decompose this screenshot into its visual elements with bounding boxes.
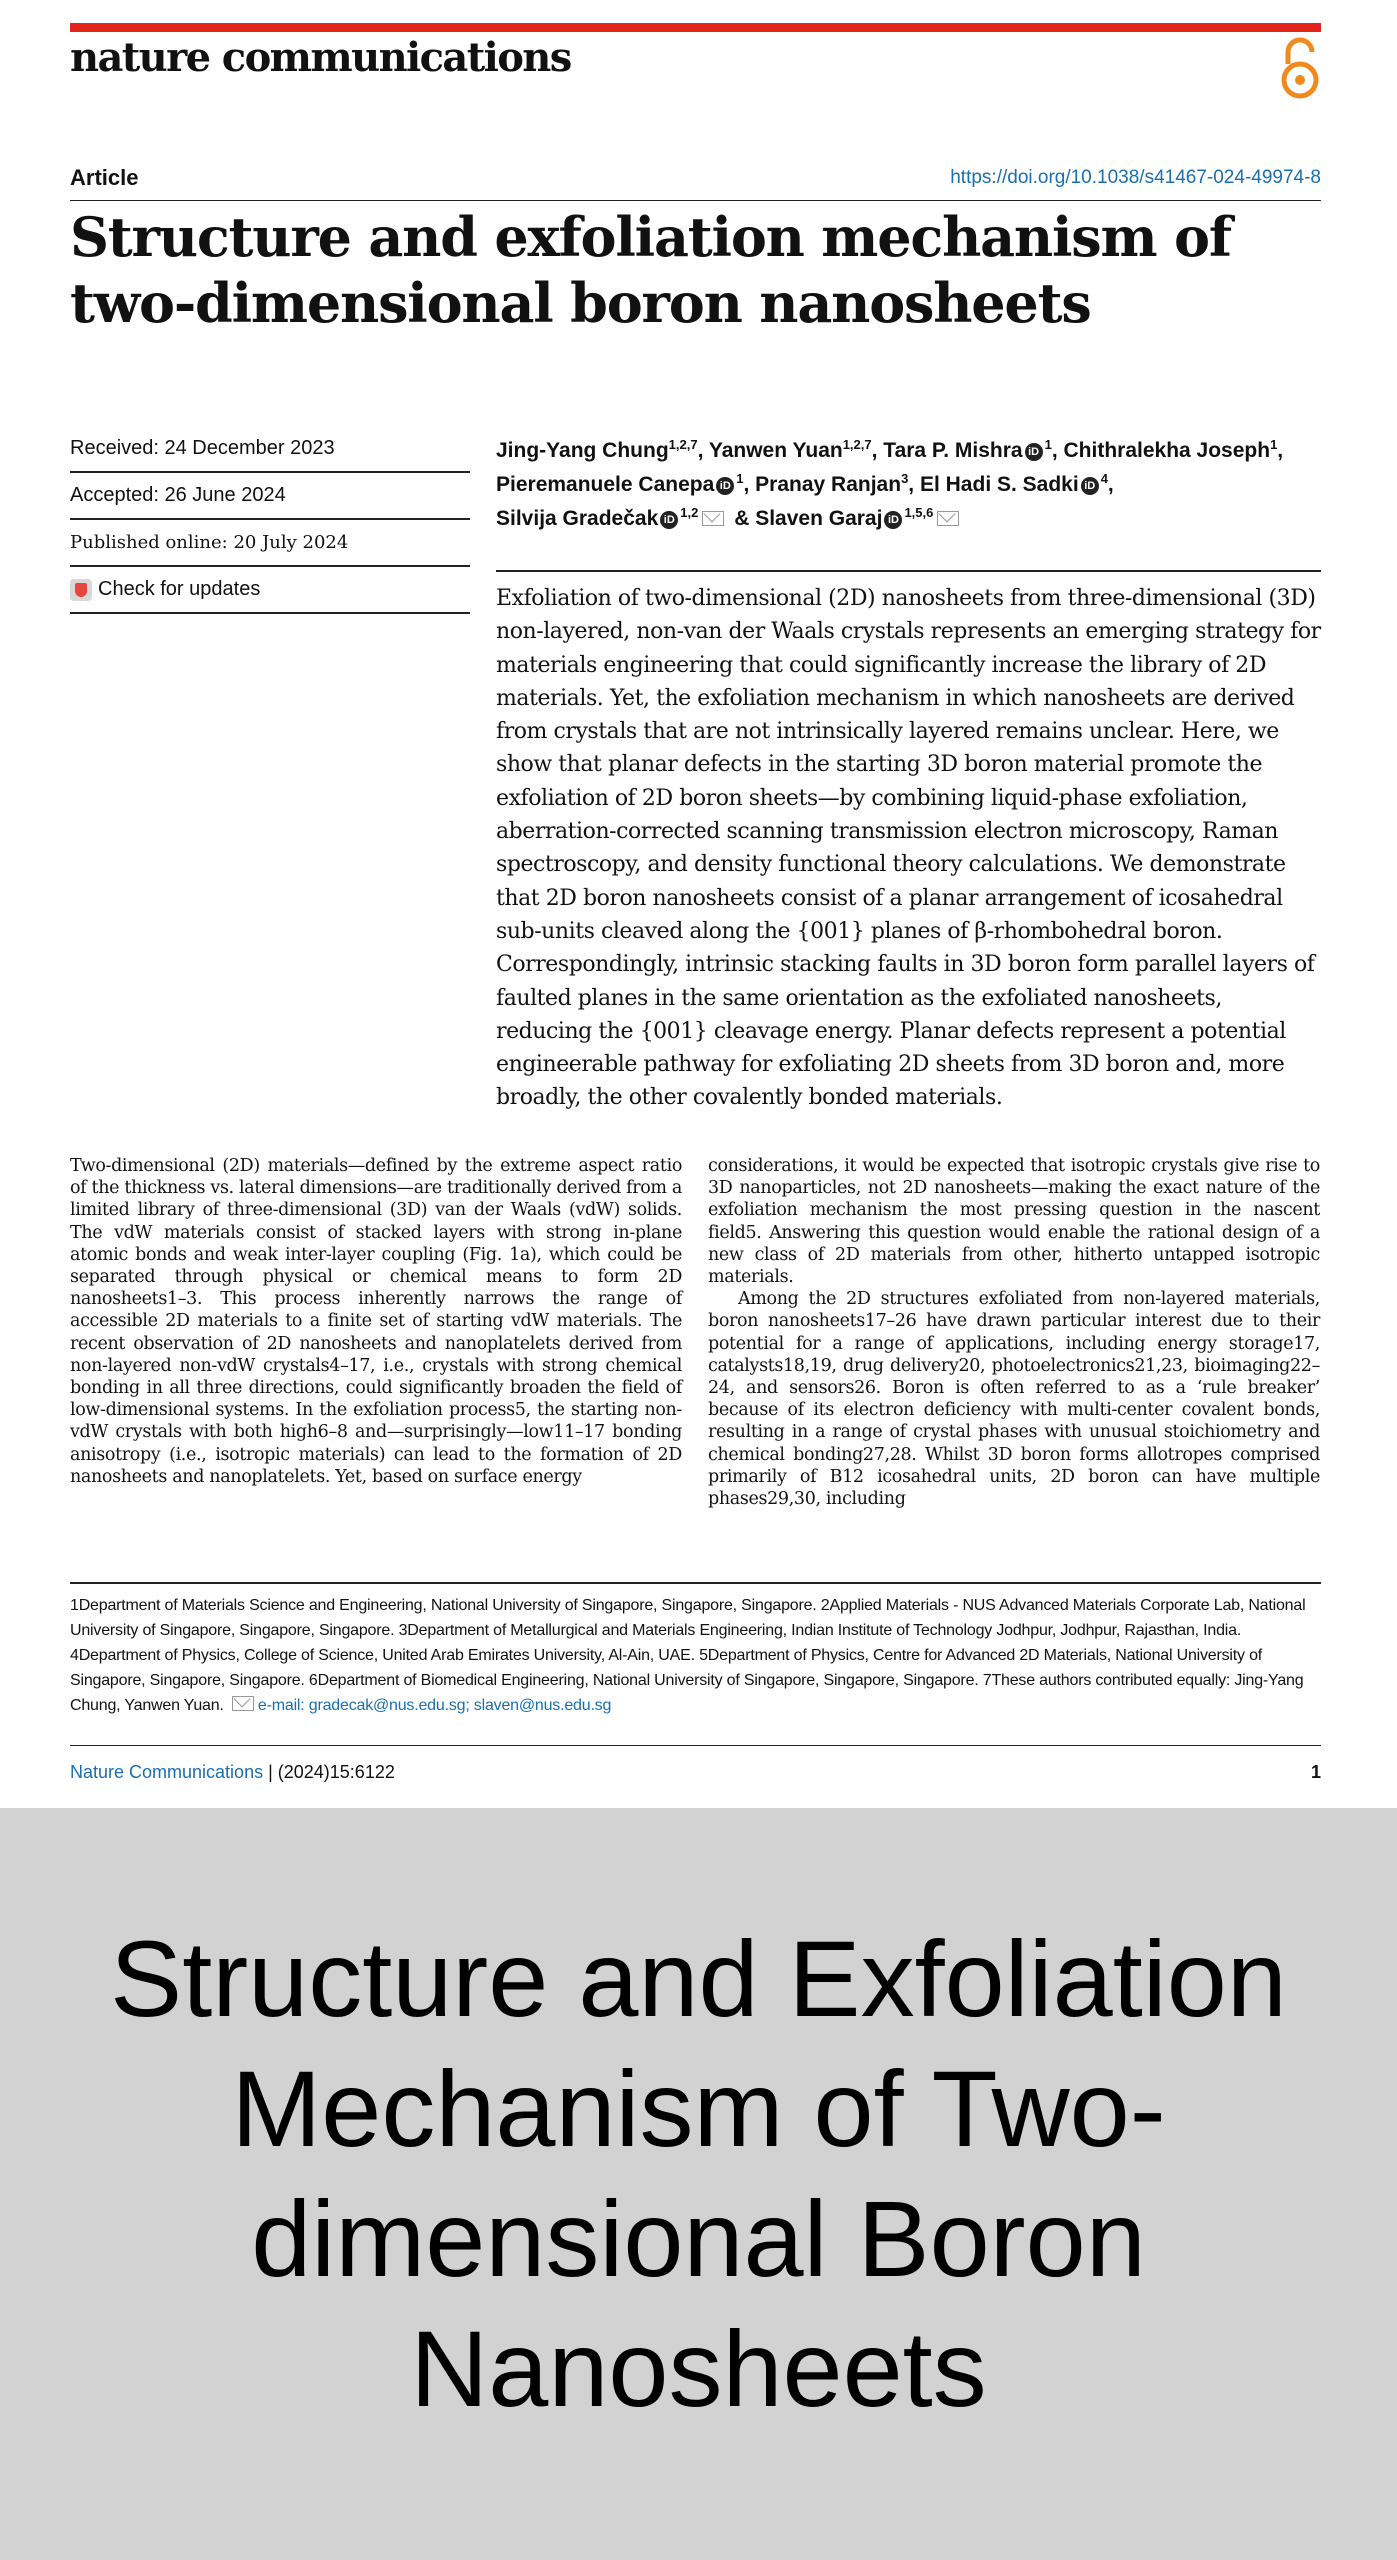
- footer-citation: [70, 1762, 395, 1783]
- affiliations-divider: [70, 1582, 1321, 1584]
- contact-emails[interactable]: e-mail: gradecak@nus.edu.sg; slaven@nus.edu.sg: [257, 1697, 612, 1714]
- journal-color-bar: [70, 23, 1321, 32]
- received-date: Received: 24 December 2023: [70, 426, 470, 473]
- article-type-label: Article: [70, 165, 139, 190]
- footer-divider: [70, 1745, 1321, 1746]
- check-updates-icon: [70, 579, 92, 601]
- caption-banner: [0, 1808, 1397, 2560]
- doi-link[interactable]: https://doi.org/10.1038/s41467-024-49974-8: [950, 167, 1321, 188]
- email-icon: [232, 1696, 254, 1711]
- orcid-icon[interactable]: iD: [660, 511, 678, 529]
- affiliations: [70, 1593, 1324, 1718]
- abstract: Exfoliation of two-dimensional (2D) nanosheets from three-dimensional (3D) non-layered, non-van der Waals crystals represents an emerging strategy for materials engineering that could significantly increase the library of 2D materials. Yet, the exfoliation mechanism in which nanosheets are derived from crystals that are not intrinsically layered remains unclear. Here, we show that planar defects in the starting 3D boron material promote the exfoliation of 2D boron sheets—by combining liquid-phase exfoliation, aberration-corrected scanning transmission electron microscopy, Raman spectroscopy, and density functional theory calculations. We demonstrate that 2D boron nanosheets consist of a planar arrangement of icosahedral sub-units cleaved along the {001} planes of β-rhombohedral boron. Correspondingly, intrinsic stacking faults in 3D boron form parallel layers of faulted planes in the same orientation as the exfoliated nanosheets, reducing the {001} cleavage energy. Planar defects represent a potential engineerable pathway for exfoliating 2D sheets from 3D boron and, more broadly, the other covalently bonded materials.: [496, 586, 1321, 1111]
- body-column-left: [70, 1155, 682, 1488]
- publication-dates: [70, 426, 470, 614]
- accepted-date: Accepted: 26 June 2024: [70, 473, 470, 520]
- affiliation-text: 1Department of Materials Science and Engineering, National University of Singapore, Singapore, Singapore. 2Applied Materials - NUS Advanced Materials Corporate Lab, National University of Singapore, Singapore, Singapore. 3Department of Metallurgical and Materials Engineering, Indian Institute of Technology Jodhpur, Jodhpur, Rajasthan, India. 4Department of Physics, College of Science, United Arab Emirates University, Al-Ain, UAE. 5Department of Physics, Centre for Advanced 2D Materials, National University of Singapore, Singapore, Singapore. 6Department of Biomedical Engineering, National University of Singapore, Singapore, Singapore. 7These authors contributed equally: Jing-Yang Chung, Yanwen Yuan.: [70, 1597, 1306, 1714]
- body-paragraph: Among the 2D structures exfoliated from non-layered materials, boron nanosheets17–26 have drawn particular interest due to their potential for a range of applications, including energy storage17, catalysts18,19, drug delivery20, photoelectronics21,23, bioimaging22–24, and sensors26. Boron is often referred to as a ‘rule breaker’ because of its electron deficiency with multi-center covalent bonds, resulting in a range of crystal phases with unusual stoichiometry and chemical bonding27,28. Whilst 3D boron forms allotropes comprised primarily of B12 icosahedral units, 2D boron can have multiple phases29,30, including: [708, 1289, 1320, 1510]
- orcid-icon[interactable]: iD: [1081, 477, 1099, 495]
- check-updates-link[interactable]: [70, 567, 470, 614]
- article-title: Structure and exfoliation mechanism of two-dimensional boron nanosheets: [70, 205, 1231, 335]
- email-icon[interactable]: [702, 511, 724, 526]
- footer-journal-link[interactable]: Nature Communications: [70, 1762, 264, 1782]
- email-icon[interactable]: [937, 511, 959, 526]
- orcid-icon[interactable]: iD: [884, 511, 902, 529]
- banner-title: Structure and Exfoliation Mechanism of Two-dimensional Boron Nanosheets: [110, 1918, 1287, 2429]
- body-paragraph: considerations, it would be expected that isotropic crystals give rise to 3D nanoparticles, not 2D nanosheets—making the exact nature of the exfoliation mechanism the most pressing question in the nascent field5. Answering this question would enable the rational design of a new class of 2D materials from other, hitherto untapped isotropic materials.: [708, 1156, 1320, 1288]
- page-number: 1: [1310, 1762, 1321, 1782]
- header-divider: [70, 200, 1321, 201]
- abstract-divider: [496, 570, 1321, 572]
- check-updates-label: Check for updates: [98, 578, 261, 600]
- published-date: Published online: 20 July 2024: [70, 520, 470, 567]
- body-column-right: [708, 1155, 1320, 1510]
- author-list: Jing-Yang Chung$^{1,2,7}$, Yanwen Yuan$^{1,2,7}$, Tara P. Mishra iD $^1$, Chithralekha Joseph$^1$, Pieremanuele Canepa iD $^1$, Pranay Ranjan$^3$, El Hadi S. Sadki iD $^4$, Silvija Gradečak iD $^{1,2}$ & Slaven Garaj iD $^{1,5,6}$: [496, 437, 1284, 530]
- orcid-icon[interactable]: iD: [1025, 443, 1043, 461]
- intro-paragraph: Two-dimensional (2D) materials—defined by the extreme aspect ratio of the thickness vs. lateral dimensions—are traditionally derived from a limited library of three-dimensional (3D) van der Waals (vdW) solids. The vdW materials consist of stacked layers with strong in-plane atomic bonds and weak inter-layer coupling (Fig. 1a), which could be separated through physical or chemical means to form 2D nanosheets1–3. This process inherently narrows the range of accessible 2D materials to a finite set of starting vdW materials. The recent observation of 2D nanosheets and nanoplatelets derived from non-layered non-vdW crystals4–17, i.e., crystals with strong chemical bonding in all three directions, could significantly broaden the field of low-dimensional systems. In the exfoliation process5, the starting non-vdW crystals with both high6–8 and—surprisingly—low11–17 bonding anisotropy (i.e., isotropic materials) can lead to the formation of 2D nanosheets and nanoplatelets. Yet, based on surface energy: [70, 1156, 682, 1487]
- footer-volume: | (2024)15:6122: [263, 1762, 395, 1782]
- orcid-icon[interactable]: iD: [716, 477, 734, 495]
- journal-name: nature communications: [70, 34, 571, 81]
- open-access-icon: [1278, 36, 1322, 100]
